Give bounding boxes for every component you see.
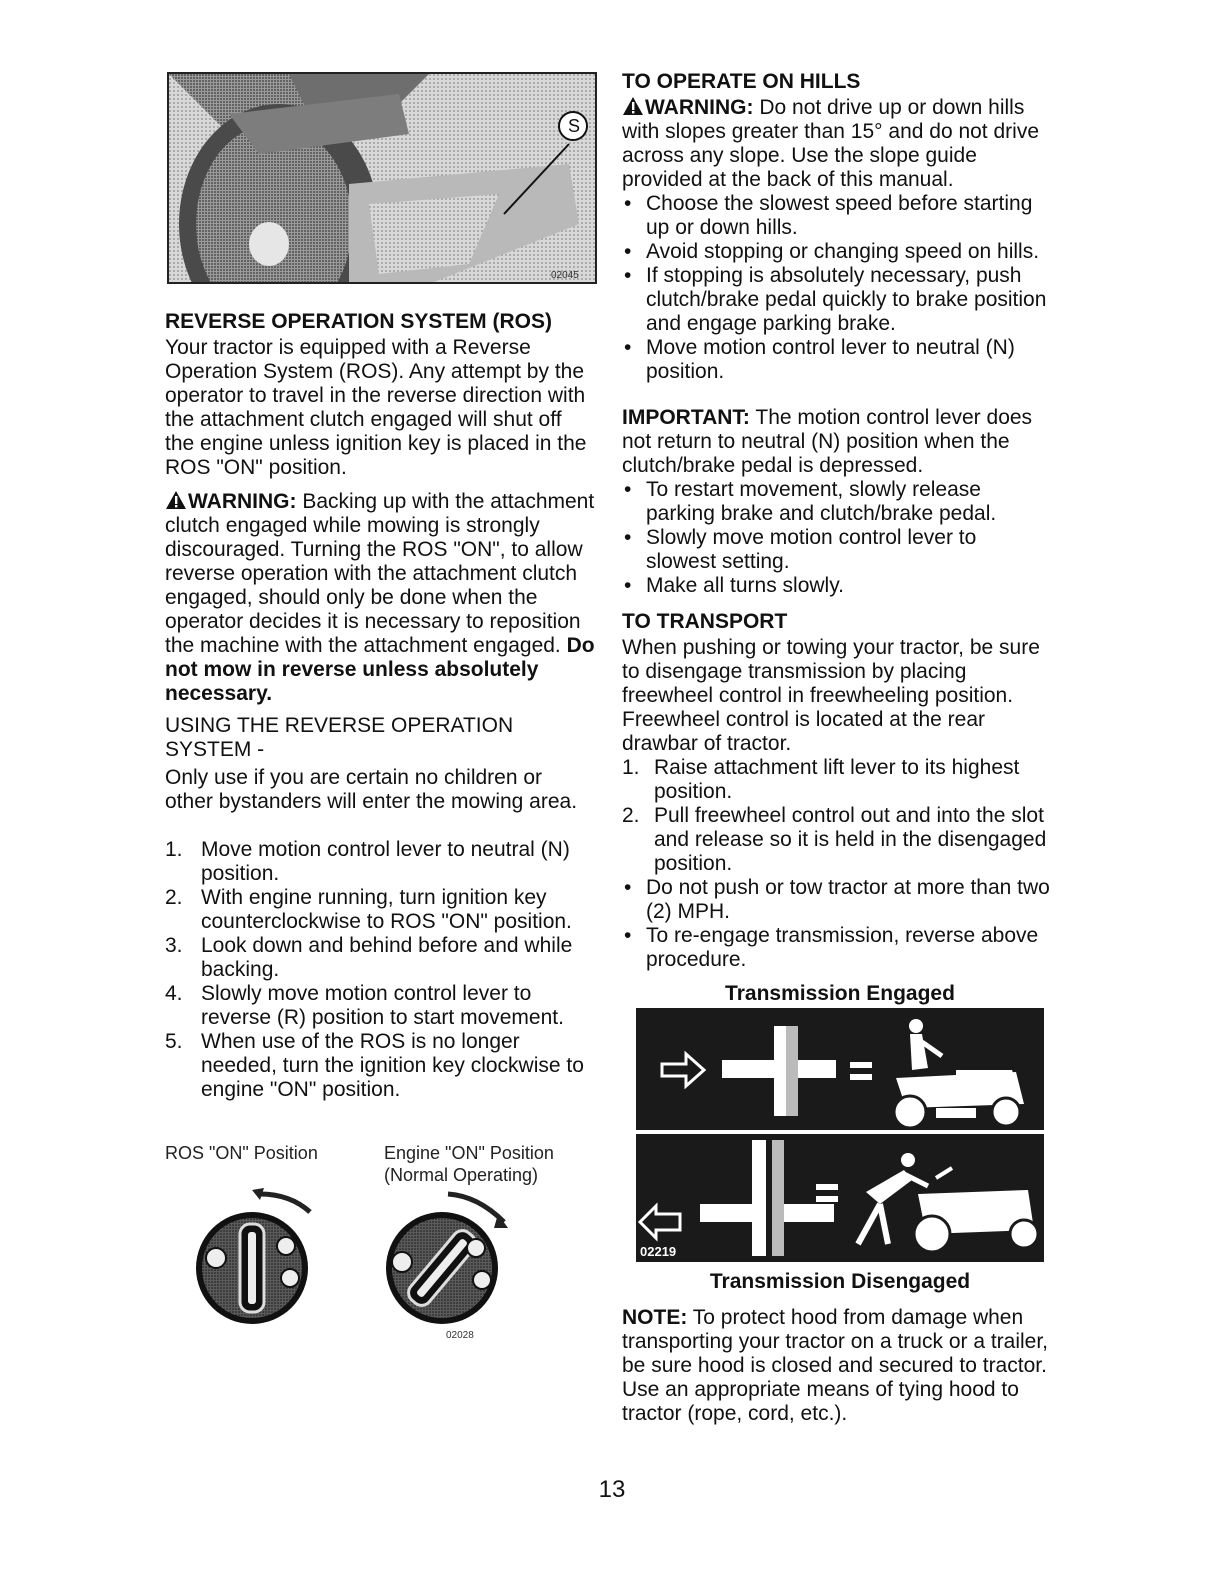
hills-heading: TO OPERATE ON HILLS (622, 70, 861, 93)
note-label: NOTE: (622, 1306, 688, 1329)
tractor-wheel-illustration (169, 74, 595, 282)
transport-heading: TO TRANSPORT (622, 610, 788, 633)
list-item: 5. When use of the ROS is no longer needed, turn the ignition key clockwise to engine "ON" position. (165, 1030, 584, 1101)
list-item: • Do not push or tow tractor at more than two (2) MPH. (624, 876, 1050, 923)
caption-disengaged: Transmission Disengaged (709, 1270, 971, 1293)
ignition-key-engine-on-icon (378, 1188, 518, 1338)
engine-on-caption: Engine "ON" Position (384, 1143, 554, 1163)
note-text: To protect hood from damage when transporting your tractor on a truck or a trailer, be sure hood is closed and secured to tractor. Use an appropriate means of tying hood to tractor (rope, cord, etc.). (622, 1306, 1049, 1425)
list-item: 1. Move motion control lever to neutral (N) position. (165, 838, 570, 885)
caption-engaged: Transmission Engaged (725, 982, 955, 1005)
hills-warning (622, 96, 1052, 192)
list-item: • Avoid stopping or changing speed on hills. (624, 240, 1040, 263)
figure-code: 02045 (551, 270, 579, 281)
list-item: 2. Pull freewheel control out and into the slot and release so it is held in the disengaged position. (622, 804, 1047, 875)
list-item: • If stopping is absolutely necessary, push clutch/brake pedal quickly to brake position and engage parking brake. (624, 264, 1047, 335)
ros-warning (165, 490, 595, 706)
ros-on-caption: ROS "ON" Position (165, 1143, 318, 1163)
warning-label: WARNING: (645, 96, 754, 119)
list-item: 1. Raise attachment lift lever to its highest position. (622, 756, 1020, 803)
transmission-disengaged-panel (636, 1134, 1044, 1262)
callout-letter: S (567, 116, 580, 136)
list-item: • To restart movement, slowly release parking brake and clutch/brake pedal. (624, 478, 997, 525)
important-label: IMPORTANT: (622, 406, 750, 429)
warning-label: WARNING: (188, 490, 297, 513)
list-item: • Move motion control lever to neutral (N) position. (624, 336, 1015, 383)
key-figure-code: 02028 (446, 1330, 474, 1341)
transport-steps (622, 756, 1052, 876)
tractor-disengaged-illustration (636, 1134, 1044, 1262)
warning-text: Do not drive up or down hills with slopes greater than 15° and do not drive across any slope. Use the slope guide provided at the back of this manual. (622, 96, 1039, 191)
list-item: 3. Look down and behind before and while backing. (165, 934, 573, 981)
important-note (622, 406, 1052, 478)
using-ros-heading: USING THE REVERSE OPERATION SYSTEM - (165, 714, 514, 761)
hills-bullets-2 (622, 478, 1052, 598)
ros-steps (165, 838, 595, 1102)
ros-heading: REVERSE OPERATION SYSTEM (ROS) (165, 310, 552, 333)
ros-location-photo (167, 72, 597, 284)
hills-bullets (622, 192, 1052, 384)
ignition-key-ros-on-icon (190, 1188, 320, 1328)
transmission-engaged-panel (636, 1008, 1044, 1130)
warning-text: Backing up with the attachment clutch engaged while mowing is strongly discouraged. Turning the ROS "ON", to allow reverse operation with the attachment clutch engaged, should only be done when the operator decides it is necessary to reposition the machine with the attachment engaged. (165, 490, 595, 657)
transport-intro: When pushing or towing your tractor, be sure to disengage transmission by placing freewheel control in freewheeling position. Freewheel control is located at the rear drawbar of tractor. (622, 636, 1040, 755)
transport-note (622, 1306, 1062, 1426)
list-item: • To re-engage transmission, reverse above procedure. (624, 924, 1039, 971)
list-item: • Make all turns slowly. (624, 574, 845, 597)
warning-emphasis: Do not mow in reverse unless absolutely necessary. (165, 634, 595, 705)
list-item: • Slowly move motion control lever to slowest setting. (624, 526, 977, 573)
transport-bullets (622, 876, 1052, 972)
panel-figure-code: 02219 (640, 1244, 677, 1259)
using-ros-intro: Only use if you are certain no children or other bystanders will enter the mowing area. (165, 766, 578, 813)
tractor-engaged-illustration (636, 1008, 1044, 1130)
list-item: 4. Slowly move motion control lever to reverse (R) position to start movement. (165, 982, 564, 1029)
warning-triangle-icon (622, 96, 644, 116)
warning-triangle-icon (165, 490, 187, 510)
normal-operating-caption: (Normal Operating) (384, 1165, 539, 1185)
list-item: • Choose the slowest speed before starting up or down hills. (624, 192, 1033, 239)
important-text: The motion control lever does not return to neutral (N) position when the clutch/brake pedal is depressed. (622, 406, 1033, 477)
ros-intro: Your tractor is equipped with a Reverse Operation System (ROS). Any attempt by the operator to travel in the reverse direction with the attachment clutch engaged will shut off the engine unless ignition key is placed in the ROS "ON" position. (165, 336, 587, 479)
list-item: 2. With engine running, turn ignition key counterclockwise to ROS "ON" position. (165, 886, 572, 933)
page-number: 13 (598, 1476, 626, 1503)
